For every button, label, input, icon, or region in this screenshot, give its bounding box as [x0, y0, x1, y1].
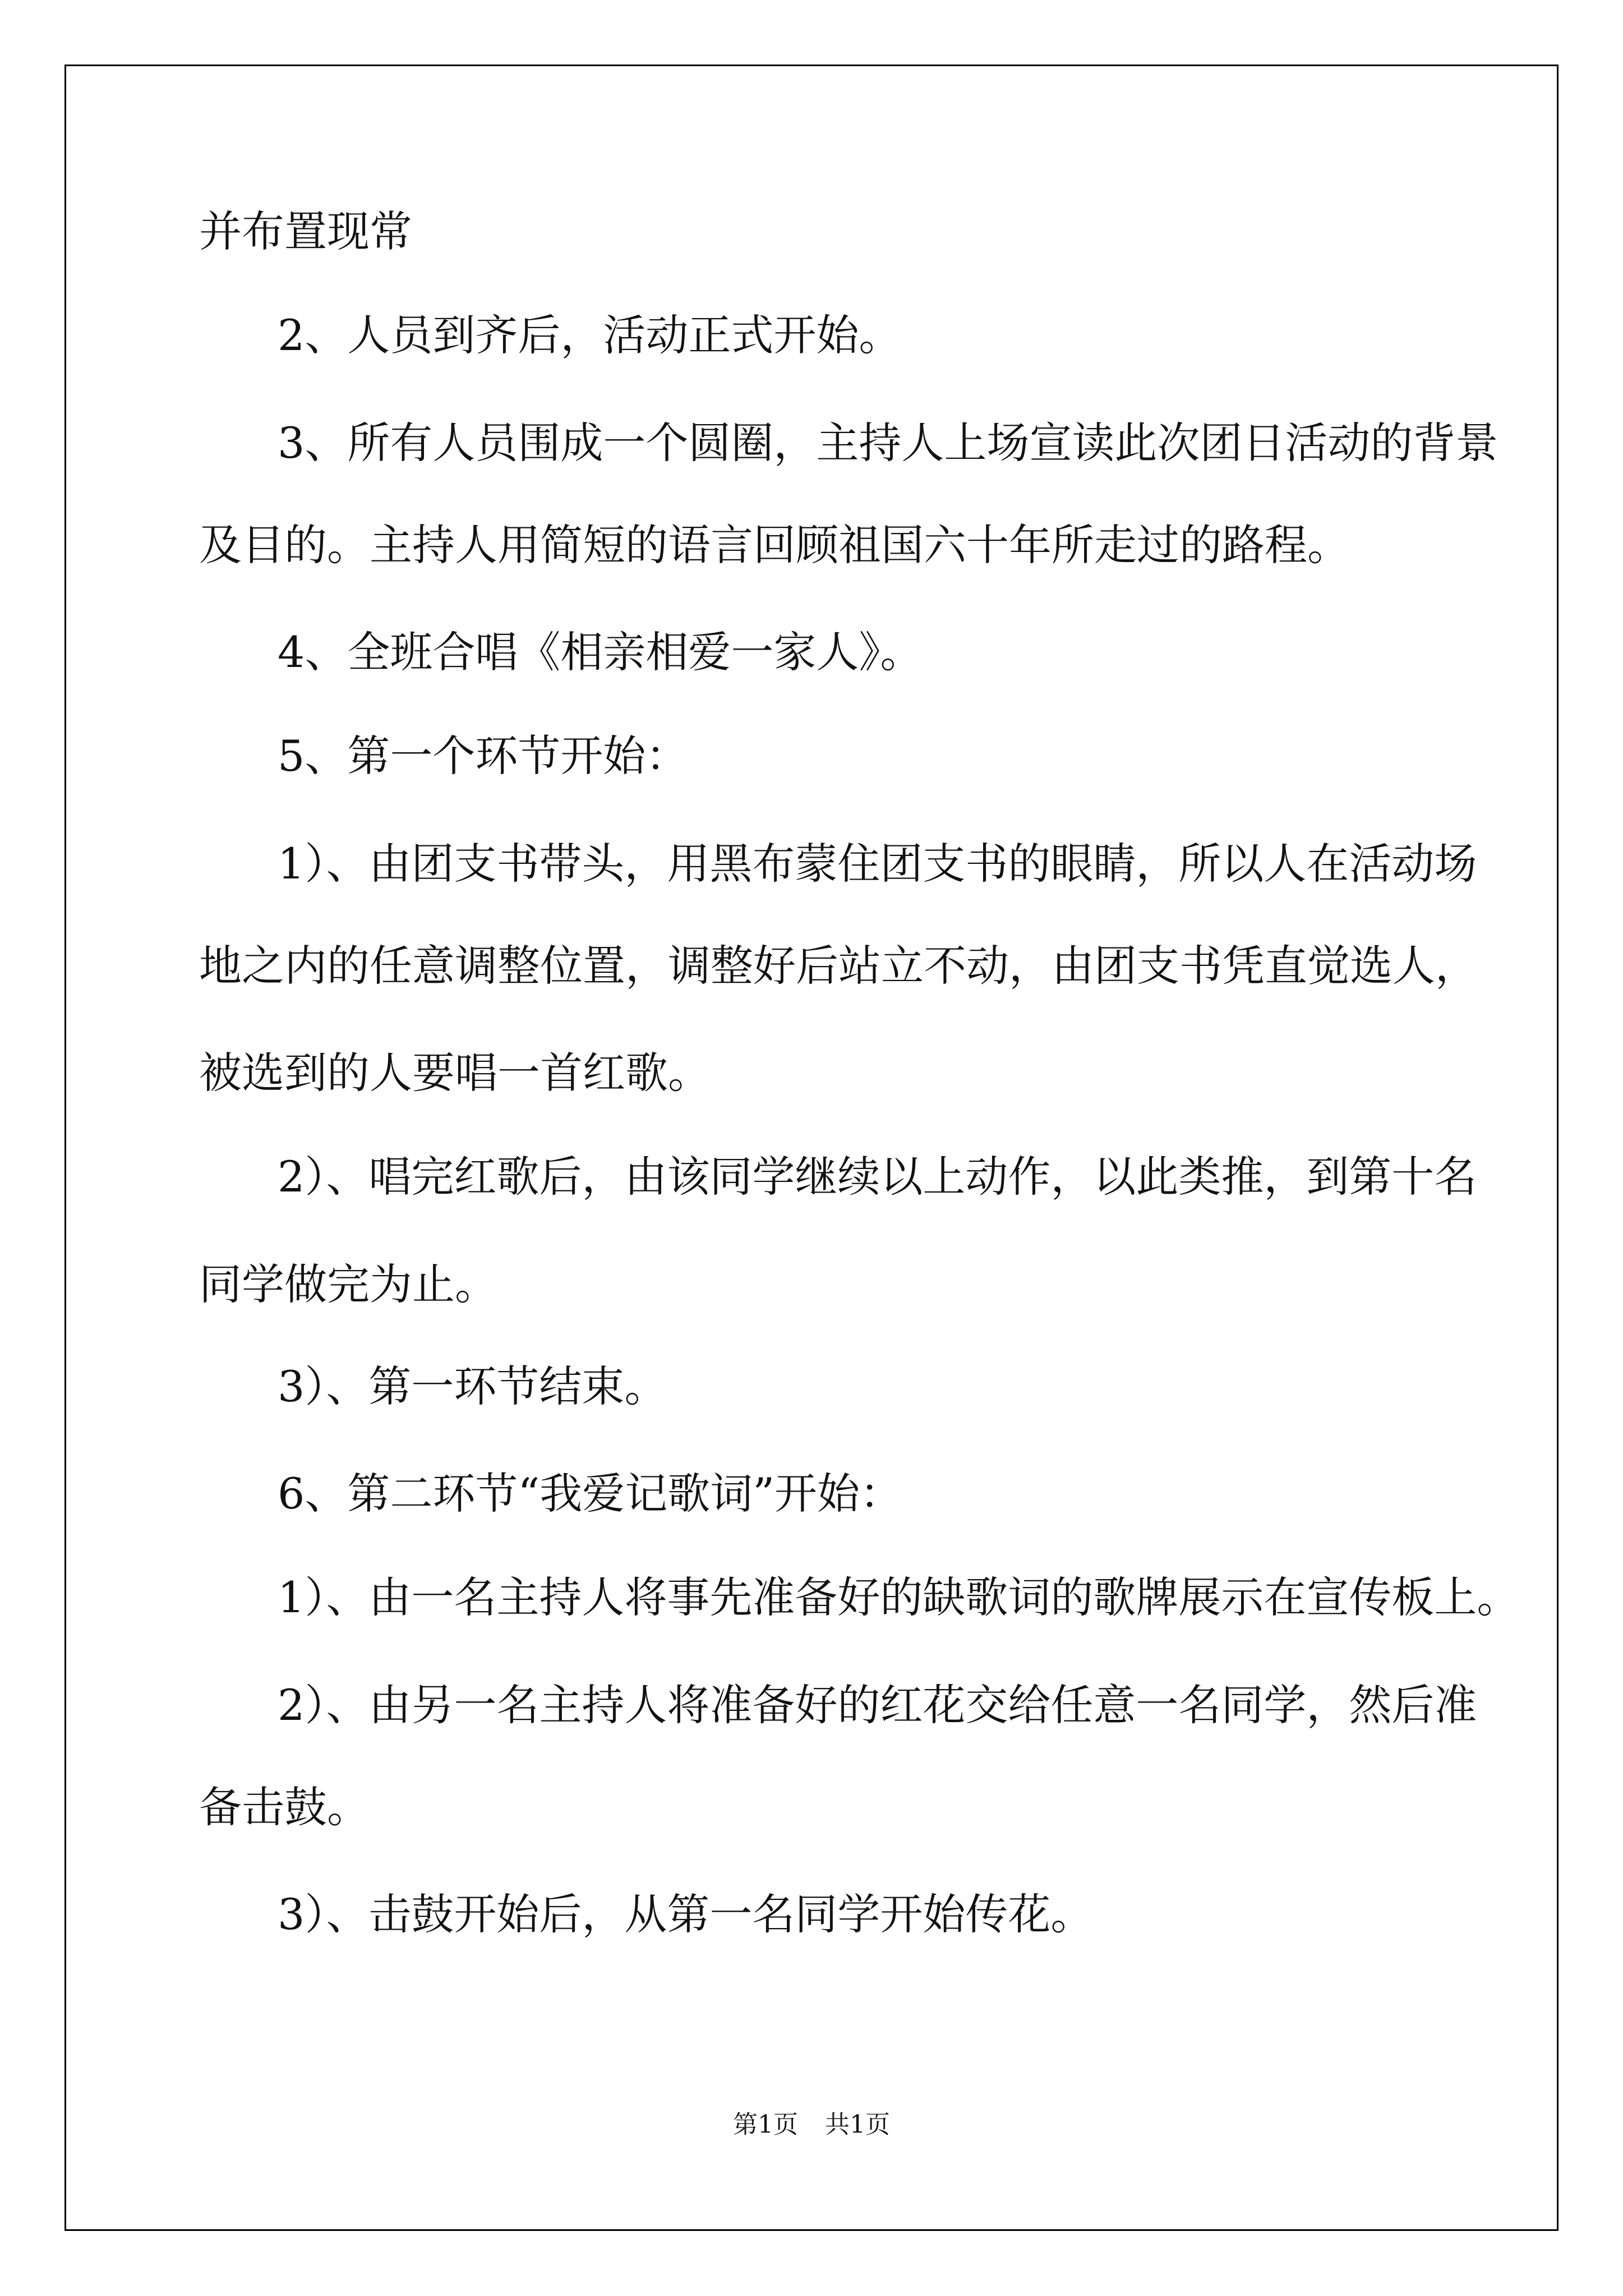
- paragraph-line: 3、所有人员围成一个圆圈，主持人上场宣读此次团日活动的背景: [278, 418, 1498, 468]
- page-total: 共1页: [825, 2110, 890, 2139]
- paragraph-line: 1）、由一名主持人将事先准备好的缺歌词的歌牌展示在宣传板上。: [278, 1572, 1520, 1622]
- paragraph-line: 1）、由团支书带头，用黑布蒙住团支书的眼睛，所以人在活动场: [278, 839, 1477, 889]
- paragraph-line: 6、第二环节“我爱记歌词”开始：: [278, 1469, 903, 1519]
- page-number: 第1页: [733, 2110, 798, 2139]
- paragraph-line: 地之内的任意调整位置，调整好后站立不动，由团支书凭直觉选人，: [199, 941, 1478, 991]
- paragraph-line: 同学做完为止。: [199, 1259, 497, 1309]
- paragraph-line: 2、人员到齐后，活动正式开始。: [278, 310, 902, 360]
- paragraph-line: 2）、由另一名主持人将准备好的红花交给任意一名同学，然后准: [278, 1680, 1477, 1730]
- paragraph-line: 及目的。主持人用简短的语言回顾祖国六十年所走过的路程。: [199, 520, 1350, 570]
- paragraph-line: 并布置现常: [199, 206, 412, 256]
- paragraph-line: 4、全班合唱《相亲相爱一家人》。: [278, 627, 923, 677]
- page-footer: [0, 2108, 1623, 2142]
- paragraph-line: 5、第一个环节开始：: [278, 731, 689, 781]
- paragraph-line: 备击鼓。: [199, 1782, 370, 1832]
- paragraph-line: 被选到的人要唱一首红歌。: [199, 1048, 711, 1098]
- paragraph-line: 2）、唱完红歌后，由该同学继续以上动作，以此类推，到第十名: [278, 1152, 1477, 1202]
- paragraph-line: 3）、击鼓开始后，从第一名同学开始传花。: [278, 1889, 1094, 1939]
- paragraph-line: 3）、第一环节结束。: [278, 1361, 667, 1411]
